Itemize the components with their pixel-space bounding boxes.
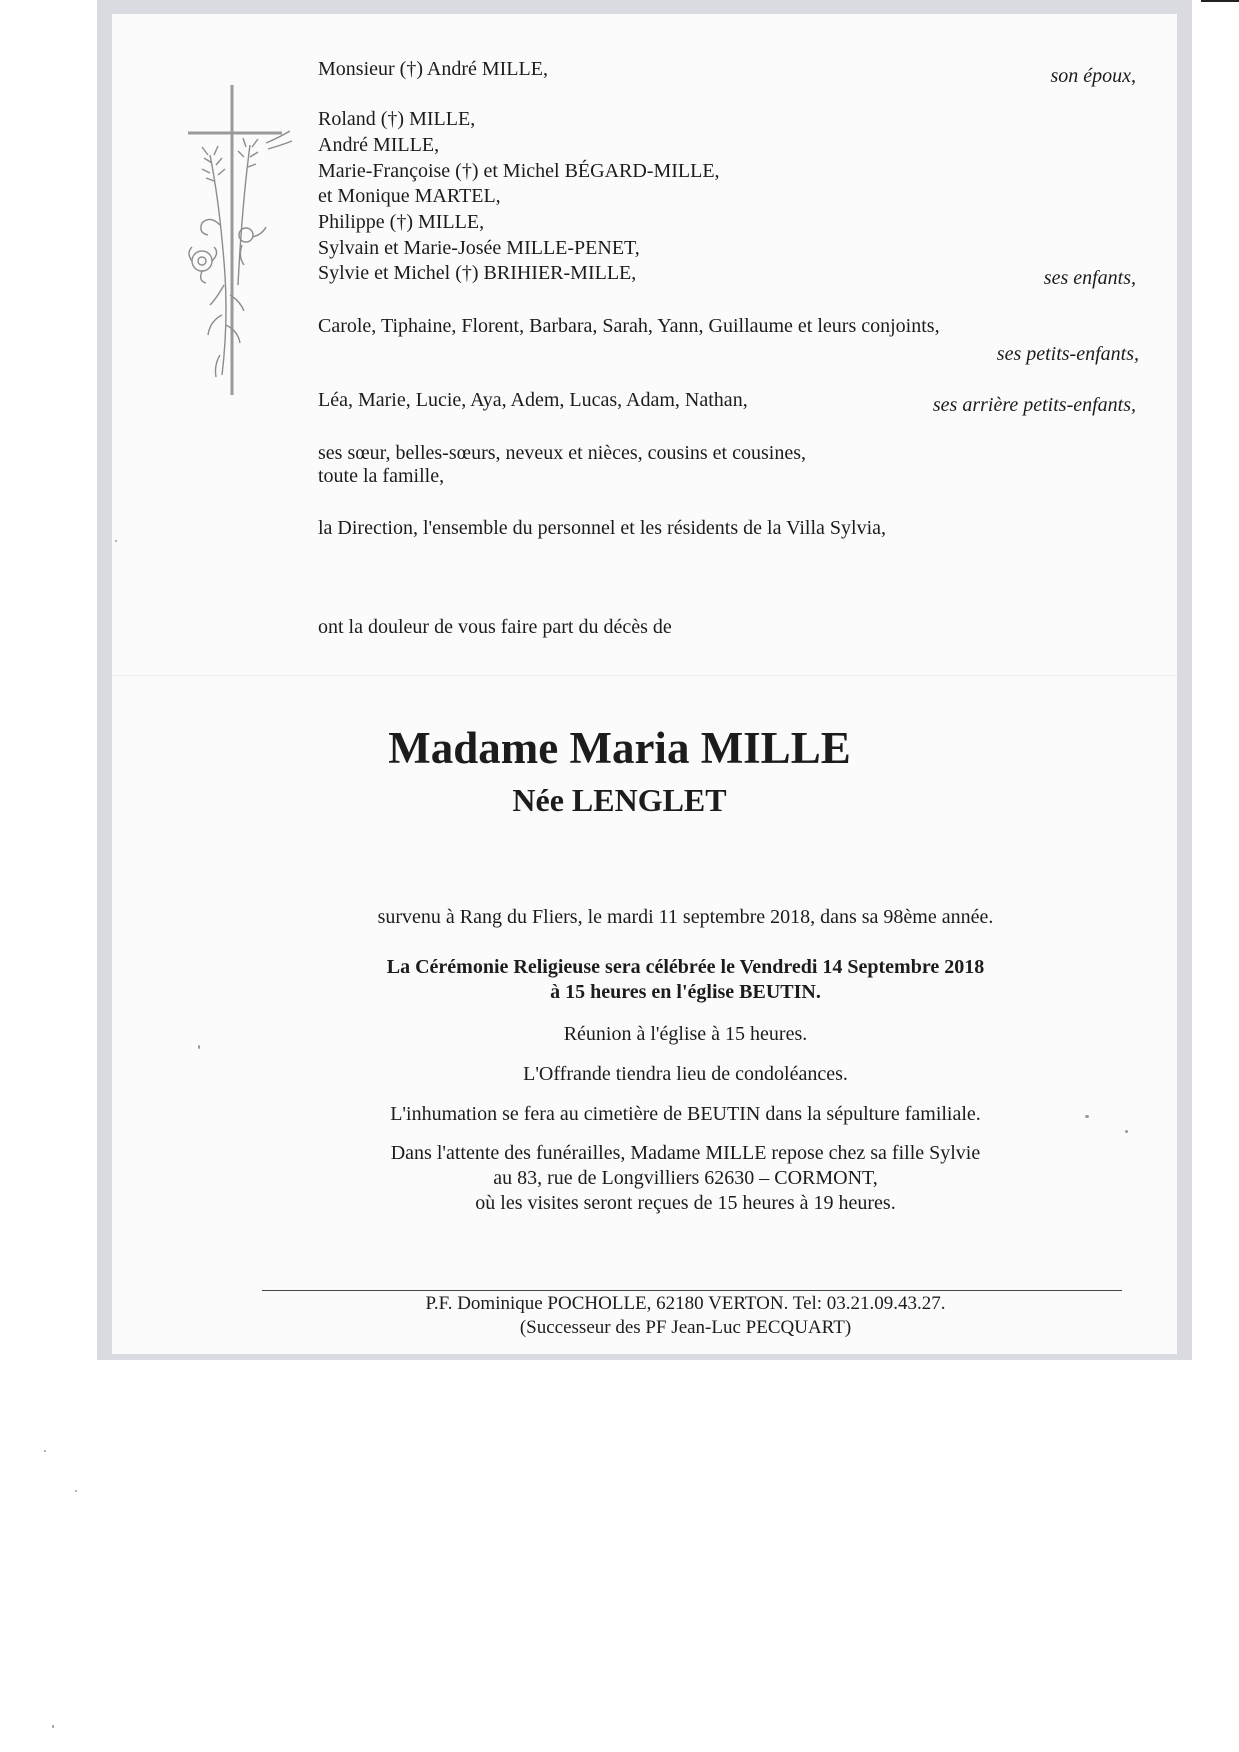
announcement-line: ont la douleur de vous faire part du décès de — [318, 616, 672, 638]
child-name: Sylvie et Michel (†) BRIHIER-MILLE, — [318, 262, 637, 284]
children-role: ses enfants, — [1043, 267, 1136, 289]
child-name: Philippe (†) MILLE, — [318, 211, 485, 233]
child-name: André MILLE, — [318, 134, 440, 156]
scan-speck — [115, 540, 117, 542]
child-name: Sylvain et Marie-Josée MILLE-PENET, — [318, 237, 640, 259]
scan-speck — [44, 1450, 46, 1452]
cross-with-wheat-and-flowers-icon — [180, 85, 305, 405]
child-name: Roland (†) MILLE, — [318, 108, 476, 130]
ceremony-line: à 15 heures en l'église BEUTIN. — [550, 981, 821, 1003]
relatives-line: ses sœur, belles-sœurs, neveux et nièces, cousins et cousines, — [318, 442, 806, 464]
scan-speck — [1125, 1130, 1128, 1133]
relatives-line: toute la famille, — [318, 465, 445, 487]
husband-name: Monsieur (†) André MILLE, — [318, 58, 548, 80]
burial-line: L'inhumation se fera au cimetière de BEUTIN dans la sépulture familiale. — [390, 1103, 981, 1125]
husband-role: son époux, — [1050, 65, 1136, 87]
visitation-line: où les visites seront reçues de 15 heures à 19 heures. — [475, 1192, 896, 1214]
grandchildren-role: ses petits-enfants, — [996, 343, 1139, 365]
deceased-name: Madame Maria MILLE — [388, 723, 851, 773]
ceremony-line: La Cérémonie Religieuse sera célébrée le Vendredi 14 Septembre 2018 — [386, 956, 985, 978]
offering-line: L'Offrande tiendra lieu de condoléances. — [523, 1063, 848, 1085]
fold-line — [112, 675, 1177, 676]
meeting-line: Réunion à l'église à 15 heures. — [563, 1023, 808, 1045]
scan-speck — [198, 1045, 200, 1049]
death-details: survenu à Rang du Fliers, le mardi 11 septembre 2018, dans sa 98ème année. — [377, 906, 994, 928]
footer-funeral-home: P.F. Dominique POCHOLLE, 62180 VERTON. Tel: 03.21.09.43.27. — [425, 1293, 946, 1314]
child-name: Marie-Françoise (†) et Michel BÉGARD-MILLE, — [318, 160, 720, 182]
child-name: et Monique MARTEL, — [318, 185, 501, 207]
scan-speck — [75, 1490, 77, 1492]
visitation-line: Dans l'attente des funérailles, Madame MILLE repose chez sa fille Sylvie — [390, 1142, 981, 1164]
grandchildren-names: Carole, Tiphaine, Florent, Barbara, Sarah, Yann, Guillaume et leurs conjoints, — [318, 315, 940, 337]
visitation-line: au 83, rue de Longvilliers 62630 – CORMONT, — [493, 1167, 878, 1189]
great-grandchildren-names: Léa, Marie, Lucie, Aya, Adem, Lucas, Adam, Nathan, — [318, 389, 748, 411]
scan-speck — [52, 1725, 54, 1728]
scan-corner-mark — [1201, 0, 1239, 2]
residence-line: la Direction, l'ensemble du personnel et les résidents de la Villa Sylvia, — [318, 517, 886, 539]
great-grandchildren-role: ses arrière petits-enfants, — [932, 394, 1136, 416]
scan-speck — [1085, 1115, 1089, 1118]
footer-divider — [262, 1290, 1122, 1291]
deceased-maiden-name: Née LENGLET — [512, 782, 727, 818]
footer-successor: (Successeur des PF Jean-Luc PECQUART) — [519, 1317, 852, 1338]
